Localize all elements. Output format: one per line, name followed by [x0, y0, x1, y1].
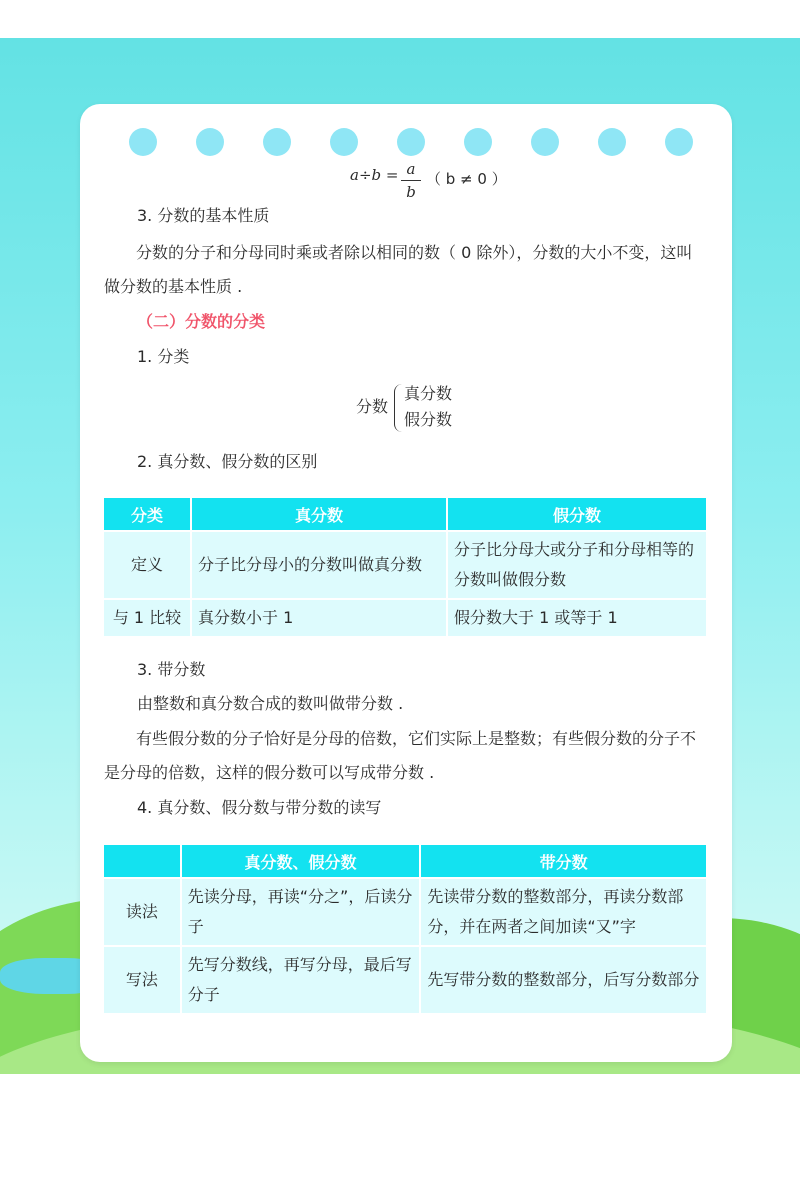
binder-hole-icon [464, 128, 492, 156]
section-heading: 3. 分数的基本性质 [137, 206, 270, 225]
table-header: 假分数 [448, 498, 706, 530]
binder-hole-icon [397, 128, 425, 156]
table-header: 分类 [104, 498, 190, 530]
table-row [104, 879, 706, 945]
table-cell: 真分数小于 1 [192, 600, 446, 636]
paragraph: 有些假分数的分子恰好是分母的倍数，它们实际上是整数；有些假分数的分子不是分母的倍数，这样的假分数可以写成带分数 . [104, 729, 697, 782]
table-header [104, 845, 180, 877]
brace-icon [394, 384, 403, 432]
binder-hole-icon [263, 128, 291, 156]
table-header: 带分数 [421, 845, 706, 877]
fraction-comparison-table [102, 496, 708, 638]
fraction [401, 160, 421, 201]
table-cell: 分子比分母大或分子和分母相等的分数叫做假分数 [448, 532, 706, 598]
table-header-row [104, 498, 706, 530]
division-formula-lhs: a÷b = [350, 166, 399, 184]
binder-hole-icon [531, 128, 559, 156]
table-cell: 先读带分数的整数部分，再读分数部分，并在两者之间加读“又”字 [421, 879, 706, 945]
paragraph: 由整数和真分数合成的数叫做带分数 . [137, 694, 404, 713]
classification-root: 分数 [356, 397, 389, 416]
table-row [104, 600, 706, 636]
classification-branch: 假分数 [404, 410, 453, 429]
table-row [104, 532, 706, 598]
table-cell: 先写分数线，再写分母，最后写分子 [182, 947, 420, 1013]
part-heading: （二）分数的分类 [137, 312, 266, 331]
table-cell: 读法 [104, 879, 180, 945]
table-row [104, 947, 706, 1013]
fraction-numerator: a [406, 160, 416, 178]
table-header-row [104, 845, 706, 877]
table-cell: 写法 [104, 947, 180, 1013]
section-heading: 4. 真分数、假分数与带分数的读写 [137, 798, 382, 817]
table-cell: 先写带分数的整数部分，后写分数部分 [421, 947, 706, 1013]
table-cell: 分子比分母小的分数叫做真分数 [192, 532, 446, 598]
formula-condition: （ b ≠ 0 ） [426, 170, 507, 188]
binder-hole-icon [196, 128, 224, 156]
classification-branch: 真分数 [404, 384, 453, 403]
table-header: 真分数 [192, 498, 446, 530]
binder-hole-icon [330, 128, 358, 156]
table-cell: 假分数大于 1 或等于 1 [448, 600, 706, 636]
fraction-bar [401, 180, 421, 181]
section-heading: 2. 真分数、假分数的区别 [137, 452, 318, 471]
read-write-table [102, 843, 708, 1015]
binder-hole-icon [598, 128, 626, 156]
section-heading: 3. 带分数 [137, 660, 206, 679]
binder-hole-icon [665, 128, 693, 156]
section-heading: 1. 分类 [137, 347, 190, 366]
fraction-denominator: b [406, 183, 416, 201]
table-cell: 定义 [104, 532, 190, 598]
table-header: 真分数、假分数 [182, 845, 420, 877]
table-cell: 先读分母，再读“分之”，后读分子 [182, 879, 420, 945]
table-cell: 与 1 比较 [104, 600, 190, 636]
binder-hole-icon [129, 128, 157, 156]
paragraph: 分数的分子和分母同时乘或者除以相同的数（ 0 除外），分数的大小不变，这叫做分数的基本性质 . [104, 243, 693, 296]
